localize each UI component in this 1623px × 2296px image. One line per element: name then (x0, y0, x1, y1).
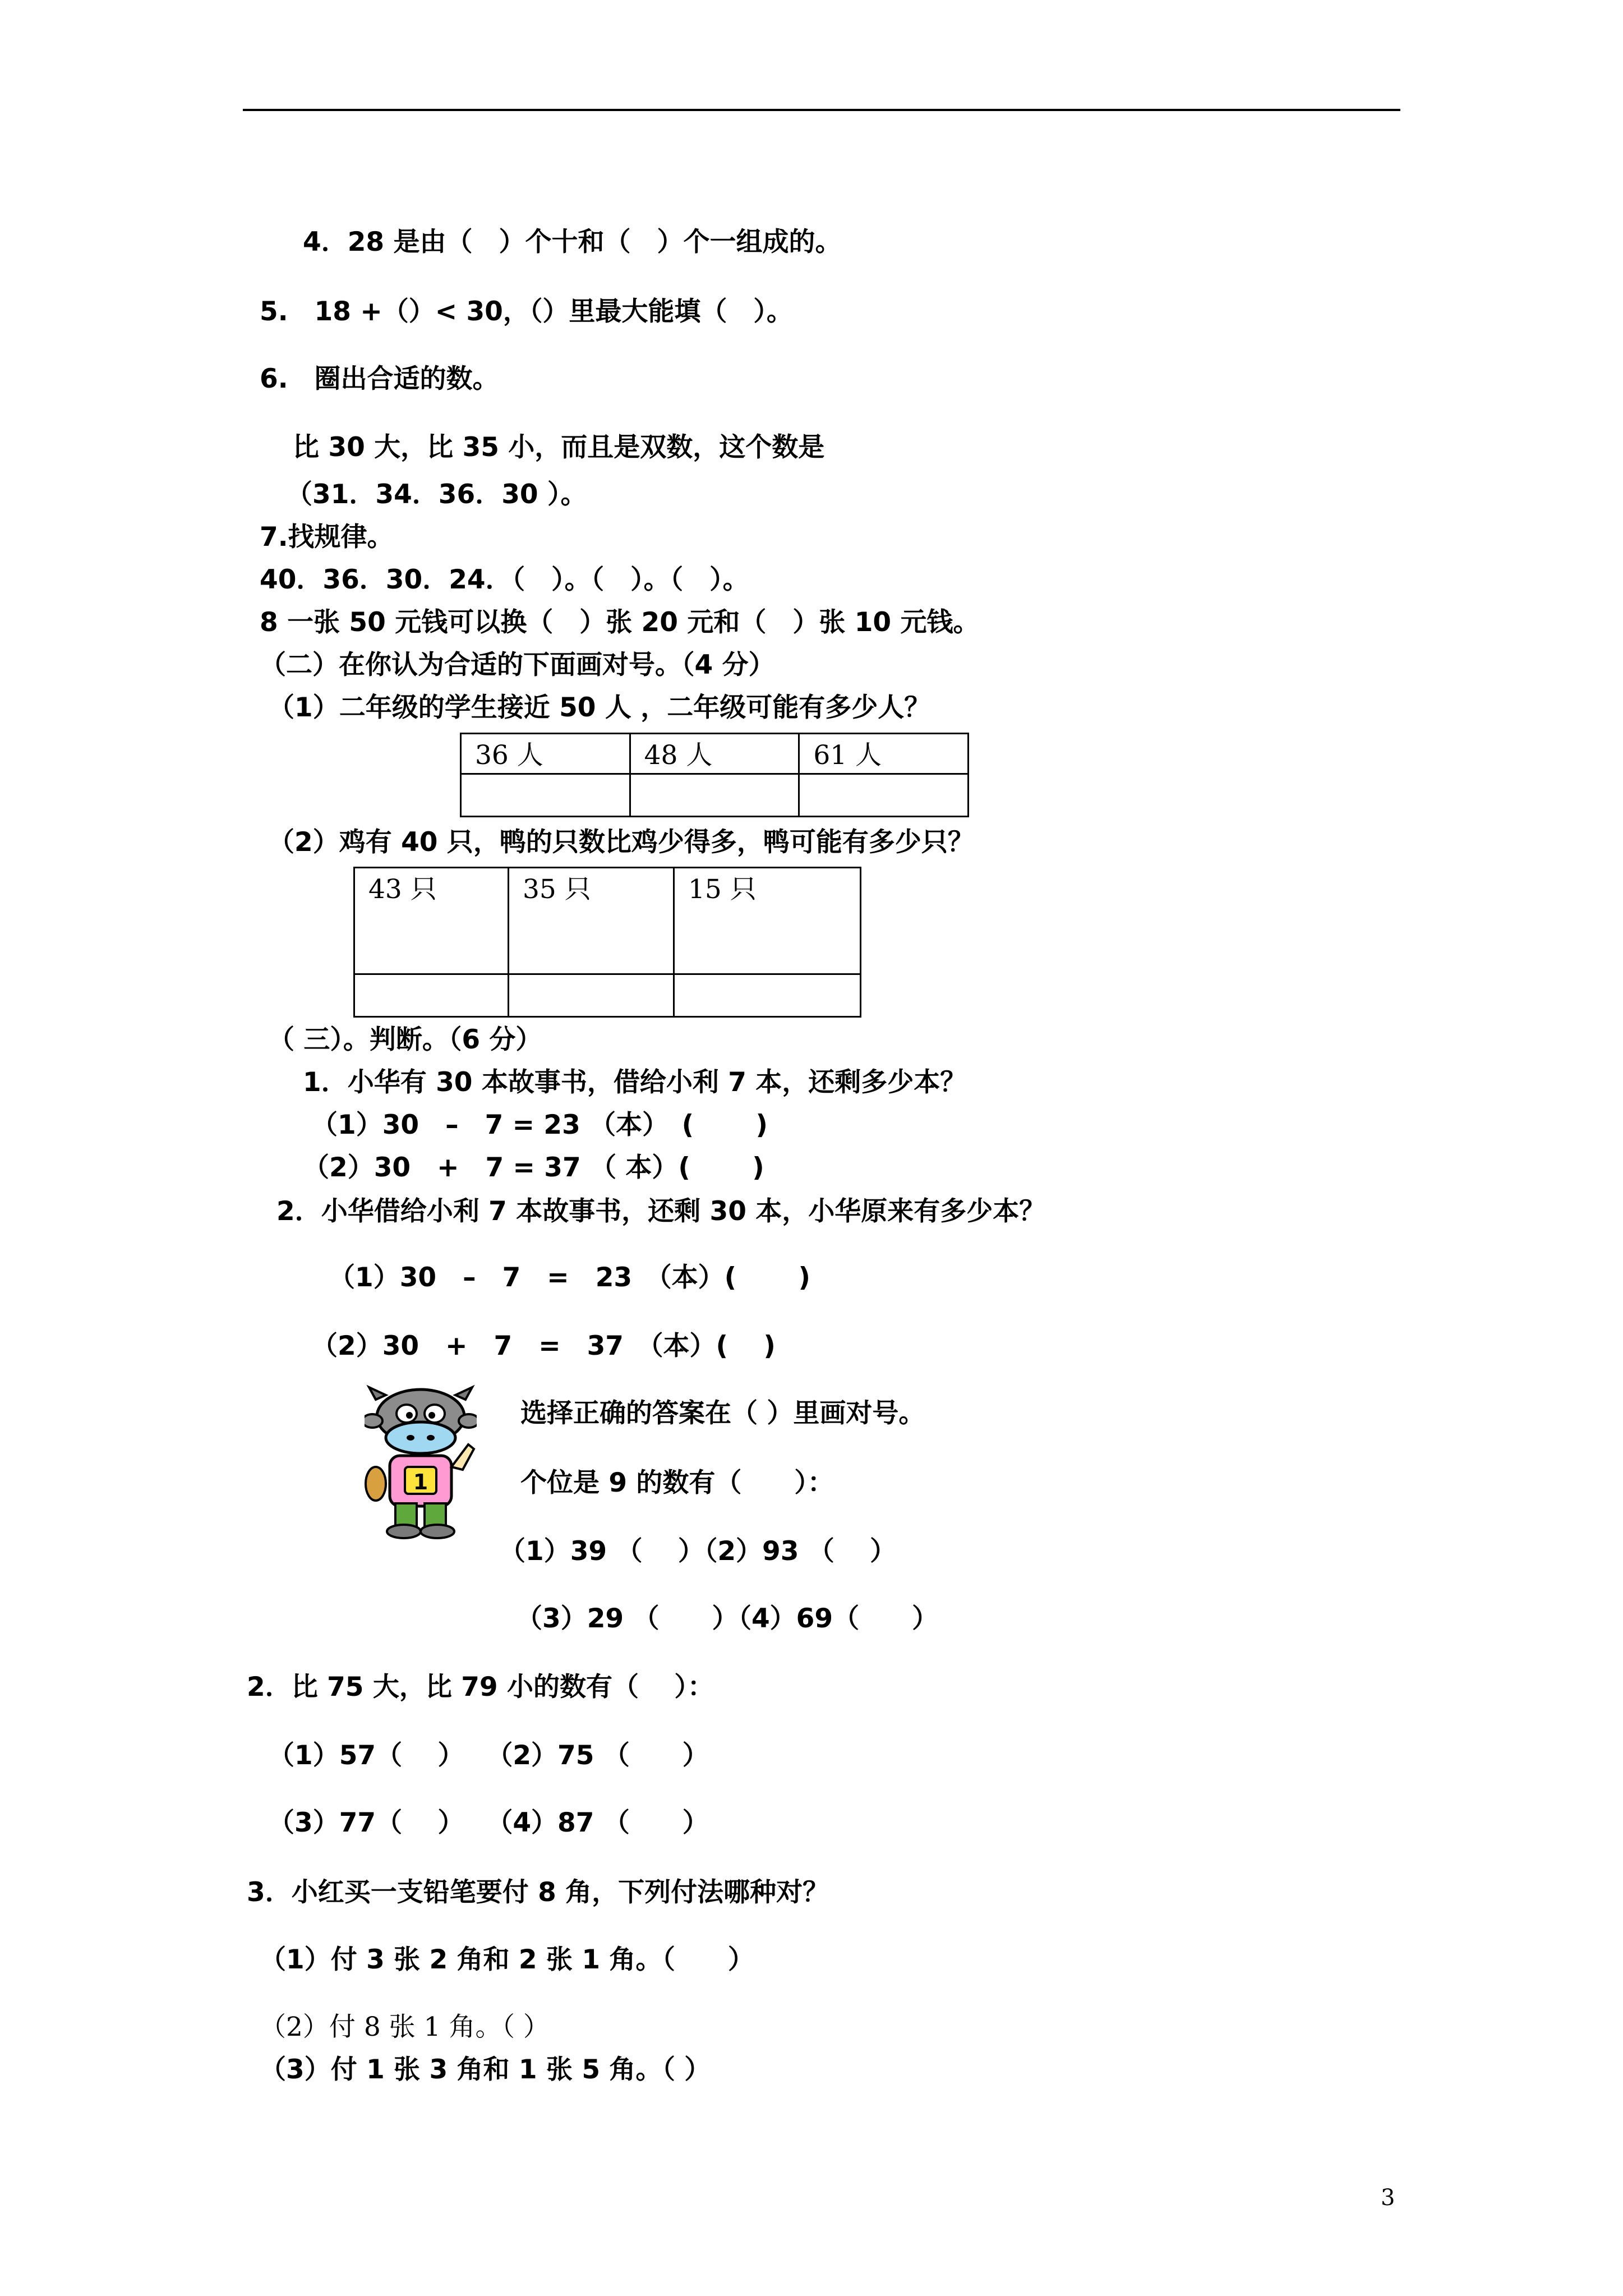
choice-question-2-row-2: （3）77（ ） （4）87 （ ） (268, 1807, 709, 1838)
table2-cell-3: 15 只 (674, 868, 861, 974)
header-rule (243, 109, 1400, 111)
section-2-heading: （二）在你认为合适的下面画对号。（4 分） (260, 650, 775, 680)
table2-cell-1: 43 只 (354, 868, 509, 974)
choice-question-3-option-1: （1）付 3 张 2 角和 2 张 1 角。（ ） (260, 1944, 754, 1975)
choice-question-3: 3．小红买一支铅笔要付 8 角，下列付法哪种对？ (247, 1877, 829, 1908)
choice-question-1-row-2: （3）29 （ ）（4）69（ ） (516, 1603, 939, 1634)
table1-cell-1: 36 人 (461, 734, 630, 774)
section-2-question-1: （1）二年级的学生接近 50 人 ，二年级可能有多少人？ (268, 692, 931, 723)
judge-question-1: 1．小华有 30 本故事书，借给小利 7 本，还剩多少本？ (303, 1067, 967, 1098)
section-2-question-2: （2）鸡有 40 只，鸭的只数比鸡少得多，鸭可能有多少只？ (268, 827, 974, 858)
question-6-options: （31．34．36．30 ）。 (286, 479, 587, 510)
table2-answer-cell-3[interactable] (674, 974, 861, 1017)
people-table (460, 733, 969, 817)
choice-question-2-row-1: （1）57（ ） （2）75 （ ） (268, 1740, 709, 1771)
choice-question-3-option-2: （2）付 8 张 1 角。（ ） (260, 2012, 550, 2042)
choice-question-2: 2．比 75 大，比 79 小的数有（ ）： (247, 1672, 714, 1703)
ducks-table (353, 867, 861, 1018)
page-number: 3 (1381, 2185, 1395, 2211)
mascot-number: 1 (413, 1470, 428, 1494)
question-6-text: 比 30 大，比 35 小，而且是双数，这个数是 (293, 432, 825, 463)
table2-answer-cell-2[interactable] (509, 974, 674, 1017)
choice-question-1-row-1: （1）39 （ ）（2）93 （ ） (499, 1536, 897, 1567)
table1-answer-cell-2[interactable] (630, 774, 799, 817)
table2-cell-2: 35 只 (509, 868, 674, 974)
table1-answer-cell-3[interactable] (799, 774, 969, 817)
cow-mascot-illustration (365, 1383, 477, 1540)
table1-answer-cell-1[interactable] (461, 774, 630, 817)
judge-question-2: 2．小华借给小利 7 本故事书，还剩 30 本，小华原来有多少本？ (276, 1196, 1046, 1227)
table2-answer-cell-1[interactable] (354, 974, 509, 1017)
judge-question-2-option-b: （2）30 + 7 = 37 （本）( ) (311, 1331, 776, 1361)
judge-question-1-option-a: （1）30 – 7 = 23 （本） ( ) (311, 1110, 768, 1140)
question-5: 5. 18 +（）< 30，（）里最大能填（ ）。 (260, 296, 793, 327)
section-3-heading: （ 三）。判断。（6 分） (268, 1024, 542, 1055)
choice-question-3-option-3: （3）付 1 张 3 角和 1 张 5 角。（ ） (260, 2054, 711, 2085)
question-7: 7.找规律。 (260, 522, 394, 553)
question-6: 6. 圈出合适的数。 (260, 364, 499, 394)
choose-title: 选择正确的答案在（ ）里画对号。 (520, 1398, 925, 1429)
judge-question-1-option-b: （2）30 + 7 = 37 （ 本）( ) (303, 1152, 764, 1183)
question-7-sequence: 40．36．30．24．（ ）。（ ）。（ ）。 (260, 564, 749, 595)
judge-question-2-option-a: （1）30 – 7 = 23 （本）( ) (329, 1262, 810, 1293)
question-8: 8 一张 50 元钱可以换（ ）张 20 元和（ ）张 10 元钱。 (260, 607, 980, 638)
table1-cell-3: 61 人 (799, 734, 969, 774)
choice-question-1: 个位是 9 的数有（ ）： (520, 1467, 834, 1498)
question-4: 4．28 是由（ ）个十和（ ）个一组成的。 (303, 227, 842, 257)
table1-cell-2: 48 人 (630, 734, 799, 774)
